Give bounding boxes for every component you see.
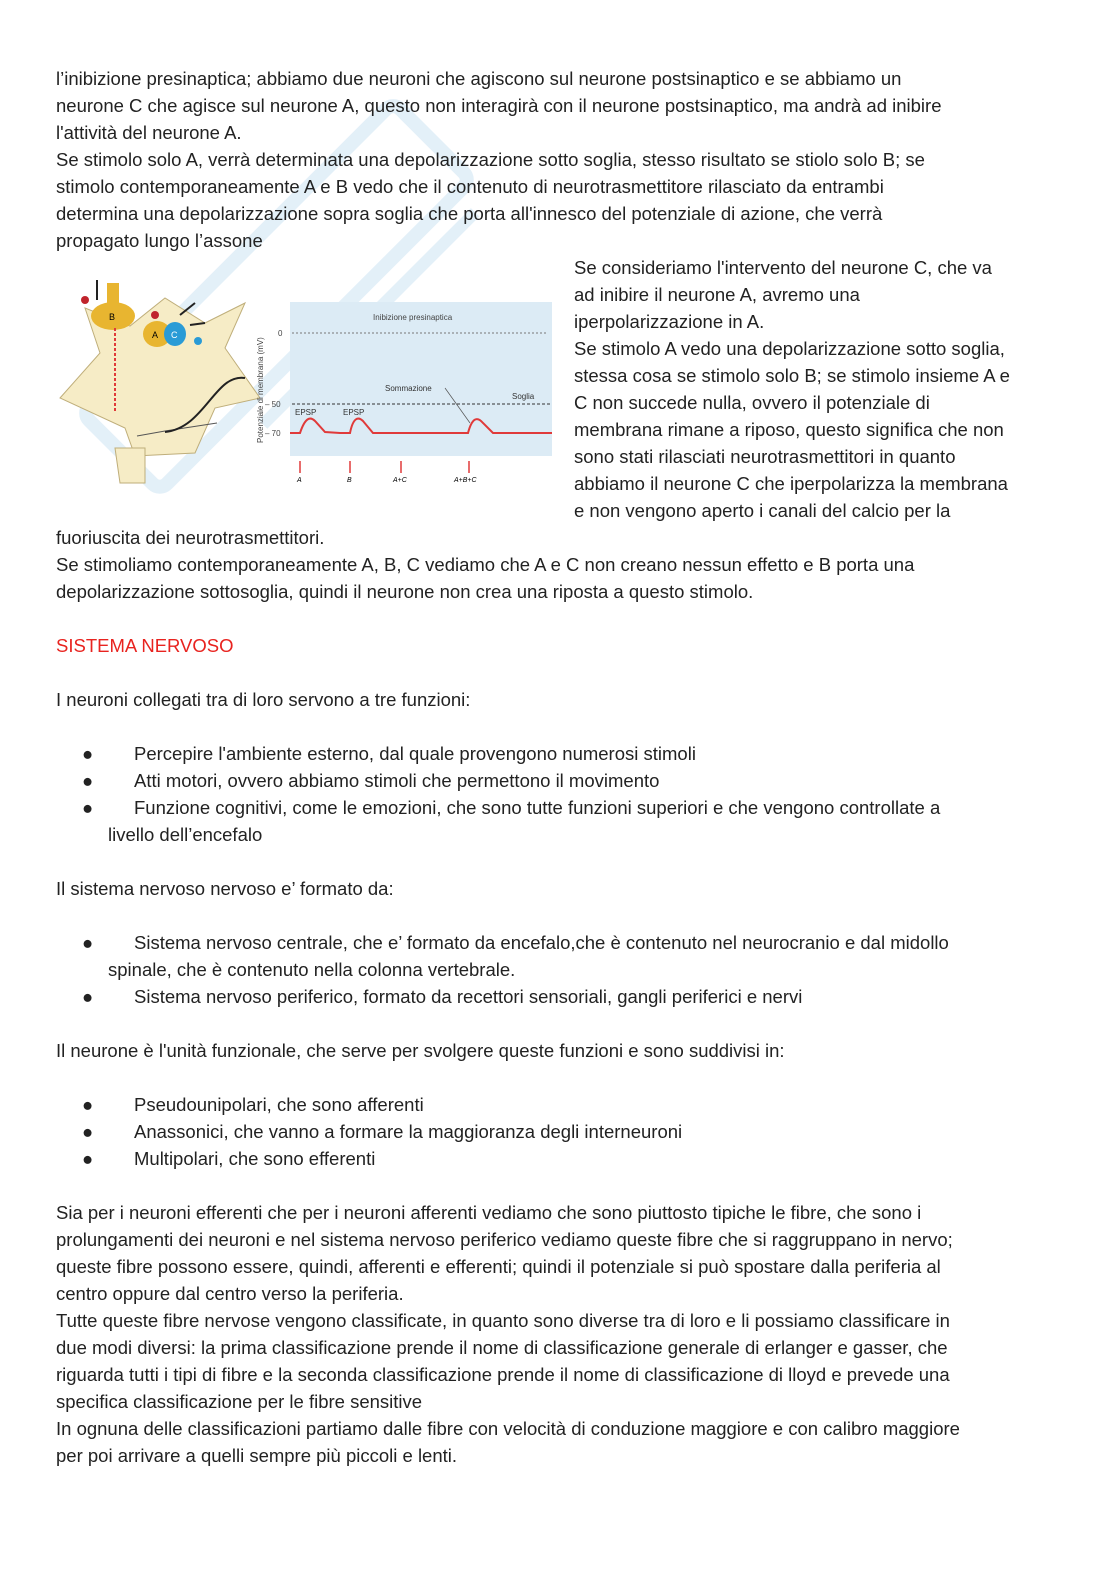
text-line: per poi arrivare a quelli sempre più piccoli e lenti. [56, 1445, 458, 1466]
list-item [56, 1145, 682, 1172]
presynaptic-inhibition-figure [55, 278, 555, 493]
bullet-icon: ● [82, 1148, 94, 1169]
list-item [56, 929, 949, 983]
list-item-text: Percepire l'ambiente esterno, dal quale provengono numerosi stimoli [134, 743, 696, 764]
figure-side-paragraph [574, 254, 1010, 524]
stimulus-label-b: B [347, 477, 352, 484]
text-line: Sia per i neuroni efferenti che per i neuroni afferenti vediamo che sono piuttosto tipiche le fibre, che sono i [56, 1202, 922, 1223]
text-line: e non vengono aperto i canali del calcio per la [574, 500, 951, 521]
bullet-list-functions [56, 740, 940, 848]
list-item [56, 794, 940, 848]
text-line: stimolo contemporaneamente A e B vedo che il contenuto di neurotrasmettitore rilasciato da entrambi [56, 176, 884, 197]
y-tick-50: – 50 [265, 400, 281, 409]
stimulus-label-ac: A+C [393, 477, 407, 484]
text-line: prolungamenti dei neuroni e nel sistema nervoso periferico vediamo queste fibre che si raggruppano in nervo; [56, 1229, 953, 1250]
neuron-label-b: B [109, 312, 116, 322]
bullet-list-neuron-types [56, 1091, 682, 1172]
paragraph-composition: Il sistema nervoso nervoso e’ formato da: [56, 878, 394, 899]
neuron-label-c: C [171, 330, 178, 340]
list-item-text: Sistema nervoso centrale, che e’ formato da encefalo,che è contenuto nel neurocranio e dal midollo [134, 932, 949, 953]
text-line: stessa cosa se stimolo solo B; se stimolo insieme A e [574, 365, 1010, 386]
list-item [56, 1118, 682, 1145]
text-line: In ognuna delle classificazioni partiamo dalle fibre con velocità di conduzione maggiore e con calibro maggiore [56, 1418, 960, 1439]
bullet-list-composition [56, 929, 949, 1010]
text-line: determina una depolarizzazione sopra soglia che porta all'innesco del potenziale di azione, che verrà [56, 203, 883, 224]
text-line: centro oppure dal centro verso la periferia. [56, 1283, 404, 1304]
text-line: abbiamo il neurone C che iperpolarizza la membrana [574, 473, 1008, 494]
paragraph-fibers [56, 1199, 960, 1469]
threshold-label: Soglia [512, 392, 535, 401]
list-item-text: Multipolari, che sono efferenti [134, 1148, 376, 1169]
bullet-icon: ● [82, 743, 94, 764]
axon [115, 448, 145, 483]
bullet-icon: ● [82, 932, 94, 953]
epsp-label-2: EPSP [343, 408, 365, 417]
text-line: l’inibizione presinaptica; abbiamo due neuroni che agiscono sul neurone postsinaptico e se abbiamo un [56, 68, 902, 89]
text-line: C non succede nulla, ovvero il potenziale di [574, 392, 930, 413]
list-item [56, 740, 940, 767]
text-line: Se stimoliamo contemporaneamente A, B, C vediamo che A e C non creano nessun effetto e B porta una [56, 554, 915, 575]
text-line: ad inibire il neurone A, avremo una [574, 284, 860, 305]
text-line: due modi diversi: la prima classificazione prende il nome di classificazione generale di erlanger e gasser, che [56, 1337, 948, 1358]
intro-paragraph [56, 65, 942, 254]
list-item-text: livello dell’encefalo [108, 824, 263, 845]
text-line: riguarda tutti i tipi di fibre e la seconda classificazione prende il nome di classificazione di lloyd e prevede una [56, 1364, 950, 1385]
list-item [56, 767, 940, 794]
y-axis-label: Potenziale di membrana (mV) [256, 337, 265, 443]
text-line: specifica classificazione per le fibre sensitive [56, 1391, 423, 1412]
text-line: fuoriuscita dei neurotrasmettitori. [56, 527, 325, 548]
bullet-icon: ● [82, 1121, 94, 1142]
text-line: membrana rimane a riposo, questo significa che non [574, 419, 1004, 440]
bullet-icon: ● [82, 986, 94, 1007]
section-heading: SISTEMA NERVOSO [56, 635, 234, 656]
bullet-icon: ● [82, 797, 94, 818]
text-line: propagato lungo l’assone [56, 230, 263, 251]
text-line: Se stimolo A vedo una depolarizzazione sotto soglia, [574, 338, 1005, 359]
epsp-label-1: EPSP [295, 408, 317, 417]
list-item [56, 983, 949, 1010]
text-line: l'attività del neurone A. [56, 122, 242, 143]
stimulus-label-abc: A+B+C [454, 477, 477, 484]
list-item [56, 1091, 682, 1118]
text-line: neurone C che agisce sul neurone A, questo non interagirà con il neurone postsinaptico, ma andrà ad inibire [56, 95, 942, 116]
text-line: sono stati rilasciati neurotrasmettitori in quanto [574, 446, 956, 467]
paragraph-functions: I neuroni collegati tra di loro servono a tre funzioni: [56, 689, 471, 710]
list-item-text: Pseudounipolari, che sono afferenti [134, 1094, 424, 1115]
text-line: queste fibre possono essere, quindi, afferenti e efferenti; quindi il potenziale si può spostare dalla periferia al [56, 1256, 941, 1277]
bullet-icon: ● [82, 1094, 94, 1115]
list-item-text: Atti motori, ovvero abbiamo stimoli che permettono il movimento [134, 770, 660, 791]
text-line: Se consideriamo l'intervento del neurone C, che va [574, 257, 992, 278]
list-item-text: Funzione cognitivi, come le emozioni, che sono tutte funzioni superiori e che vengono controllate a [134, 797, 941, 818]
y-tick-0: 0 [278, 329, 283, 338]
list-item-text: Sistema nervoso periferico, formato da recettori sensoriali, gangli periferici e nervi [134, 986, 803, 1007]
list-item-text: Anassonici, che vanno a formare la maggioranza degli interneuroni [134, 1121, 683, 1142]
neuron-illustration [60, 280, 260, 483]
text-line: depolarizzazione sottosoglia, quindi il neurone non crea una riposta a questo stimolo. [56, 581, 754, 602]
paragraph-neuron-types: Il neurone è l'unità funzionale, che serve per svolgere queste funzioni e sono suddivisi in: [56, 1040, 785, 1061]
membrane-potential-chart [256, 302, 552, 484]
y-tick-70: – 70 [265, 429, 281, 438]
text-line: Tutte queste fibre nervose vengono classificate, in quanto sono diverse tra di loro e li possiamo classificare in [56, 1310, 950, 1331]
stimulus-label-a: A [297, 477, 302, 484]
continuation-paragraph [56, 524, 914, 605]
chart-title: Inibizione presinaptica [373, 313, 453, 322]
bullet-icon: ● [82, 770, 94, 791]
text-line: iperpolarizzazione in A. [574, 311, 765, 332]
neuron-label-a: A [152, 330, 159, 340]
list-item-text: spinale, che è contenuto nella colonna vertebrale. [108, 959, 516, 980]
text-line: Se stimolo solo A, verrà determinata una depolarizzazione sotto soglia, stesso risultato se stiolo solo B; se [56, 149, 925, 170]
summation-label: Sommazione [385, 384, 432, 393]
